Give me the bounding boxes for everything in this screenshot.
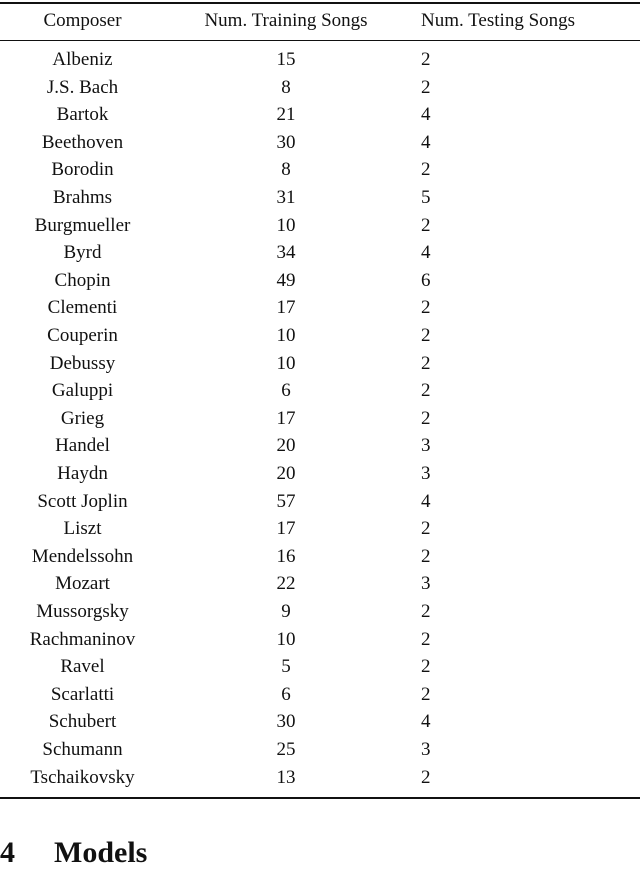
testing-count-cell: 2 <box>421 628 431 650</box>
composer-cell: Couperin <box>47 325 118 346</box>
training-count-cell: 6 <box>281 380 291 402</box>
training-count-cell: 20 <box>276 435 296 457</box>
composer-cell: J.S. Bach <box>46 76 119 98</box>
training-count-cell: 15 <box>276 49 296 70</box>
testing-count-cell: 3 <box>421 573 431 595</box>
composer-cell: Mendelssohn <box>31 545 134 567</box>
training-count-cell: 10 <box>276 325 296 346</box>
training-count-cell: 17 <box>276 407 296 429</box>
composer-cell: Tschaikovsky <box>30 766 135 788</box>
training-count-cell: 8 <box>281 76 291 98</box>
testing-count-cell: 4 <box>421 242 431 264</box>
table-bottom-rule <box>0 797 640 799</box>
testing-count-cell: 2 <box>421 766 431 788</box>
composer-cell: Scott Joplin <box>37 490 128 512</box>
testing-count-cell: 4 <box>421 711 431 733</box>
header-testing-songs: Num. Testing Songs <box>421 10 576 31</box>
testing-count-cell: 4 <box>421 490 431 512</box>
testing-count-cell: 2 <box>421 407 431 429</box>
composer-cell: Chopin <box>54 269 111 291</box>
testing-count-cell: 5 <box>421 187 431 208</box>
header-composer: Composer <box>43 10 122 31</box>
table-header-rule <box>0 40 640 41</box>
composer-cell: Schumann <box>42 739 123 760</box>
training-count-cell: 10 <box>276 214 296 236</box>
training-count-cell: 25 <box>276 739 296 760</box>
training-count-cell: 22 <box>276 573 296 595</box>
testing-count-cell: 2 <box>421 159 431 181</box>
composer-cell: Debussy <box>49 352 116 374</box>
composer-cell: Scarlatti <box>50 683 115 705</box>
testing-count-cell: 2 <box>421 380 431 402</box>
training-count-cell: 13 <box>276 766 296 788</box>
training-count-cell: 21 <box>276 104 296 126</box>
composer-cell: Borodin <box>51 159 114 181</box>
section-title: Models <box>54 836 148 869</box>
testing-count-cell: 3 <box>421 435 431 457</box>
testing-count-cell: 2 <box>421 214 431 236</box>
composer-cell: Grieg <box>60 407 105 429</box>
testing-count-cell: 3 <box>421 739 431 760</box>
composer-cell: Rachmaninov <box>29 628 136 650</box>
testing-count-cell: 6 <box>421 269 431 291</box>
training-count-cell: 16 <box>276 545 296 567</box>
composer-cell: Albeniz <box>52 49 113 70</box>
training-count-cell: 17 <box>276 297 296 319</box>
training-count-cell: 5 <box>281 656 291 678</box>
testing-count-cell: 2 <box>421 352 431 374</box>
composer-cell: Burgmueller <box>34 214 131 236</box>
composer-cell: Mussorgsky <box>36 601 129 622</box>
training-count-cell: 6 <box>281 683 291 705</box>
training-count-cell: 30 <box>276 711 296 733</box>
testing-count-cell: 3 <box>421 463 431 484</box>
table-top-rule <box>0 2 640 4</box>
testing-count-cell: 2 <box>421 49 431 70</box>
testing-count-cell: 2 <box>421 518 431 540</box>
training-count-cell: 20 <box>276 463 296 484</box>
composer-cell: Haydn <box>57 463 108 484</box>
composer-cell: Schubert <box>48 711 117 733</box>
training-count-cell: 10 <box>276 352 296 374</box>
composer-cell: Byrd <box>63 242 102 264</box>
composer-cell: Clementi <box>47 297 118 319</box>
testing-count-cell: 2 <box>421 297 431 319</box>
header-training-songs: Num. Training Songs <box>204 10 368 31</box>
testing-count-cell: 2 <box>421 601 431 622</box>
composer-cell: Bartok <box>56 104 109 126</box>
testing-count-cell: 2 <box>421 656 431 678</box>
testing-count-cell: 2 <box>421 545 431 567</box>
training-count-cell: 31 <box>276 187 296 208</box>
composer-cell: Liszt <box>63 518 102 540</box>
composer-cell: Galuppi <box>51 380 114 402</box>
testing-count-cell: 2 <box>421 683 431 705</box>
composer-cell: Handel <box>55 435 110 457</box>
training-count-cell: 9 <box>281 601 291 622</box>
section-heading <box>0 836 147 870</box>
composer-cell: Beethoven <box>41 131 124 153</box>
testing-count-cell: 2 <box>421 76 431 98</box>
testing-count-cell: 2 <box>421 325 431 346</box>
section-number: 4 <box>0 836 15 869</box>
training-count-cell: 10 <box>276 628 296 650</box>
testing-count-cell: 4 <box>421 131 431 153</box>
training-count-cell: 8 <box>281 159 291 181</box>
composer-cell: Ravel <box>60 656 105 678</box>
composer-cell: Mozart <box>55 573 110 595</box>
training-count-cell: 57 <box>276 490 296 512</box>
training-count-cell: 49 <box>276 269 296 291</box>
training-count-cell: 30 <box>276 131 296 153</box>
training-count-cell: 34 <box>276 242 296 264</box>
testing-count-cell: 4 <box>421 104 431 126</box>
training-count-cell: 17 <box>276 518 296 540</box>
composer-cell: Brahms <box>52 187 113 208</box>
